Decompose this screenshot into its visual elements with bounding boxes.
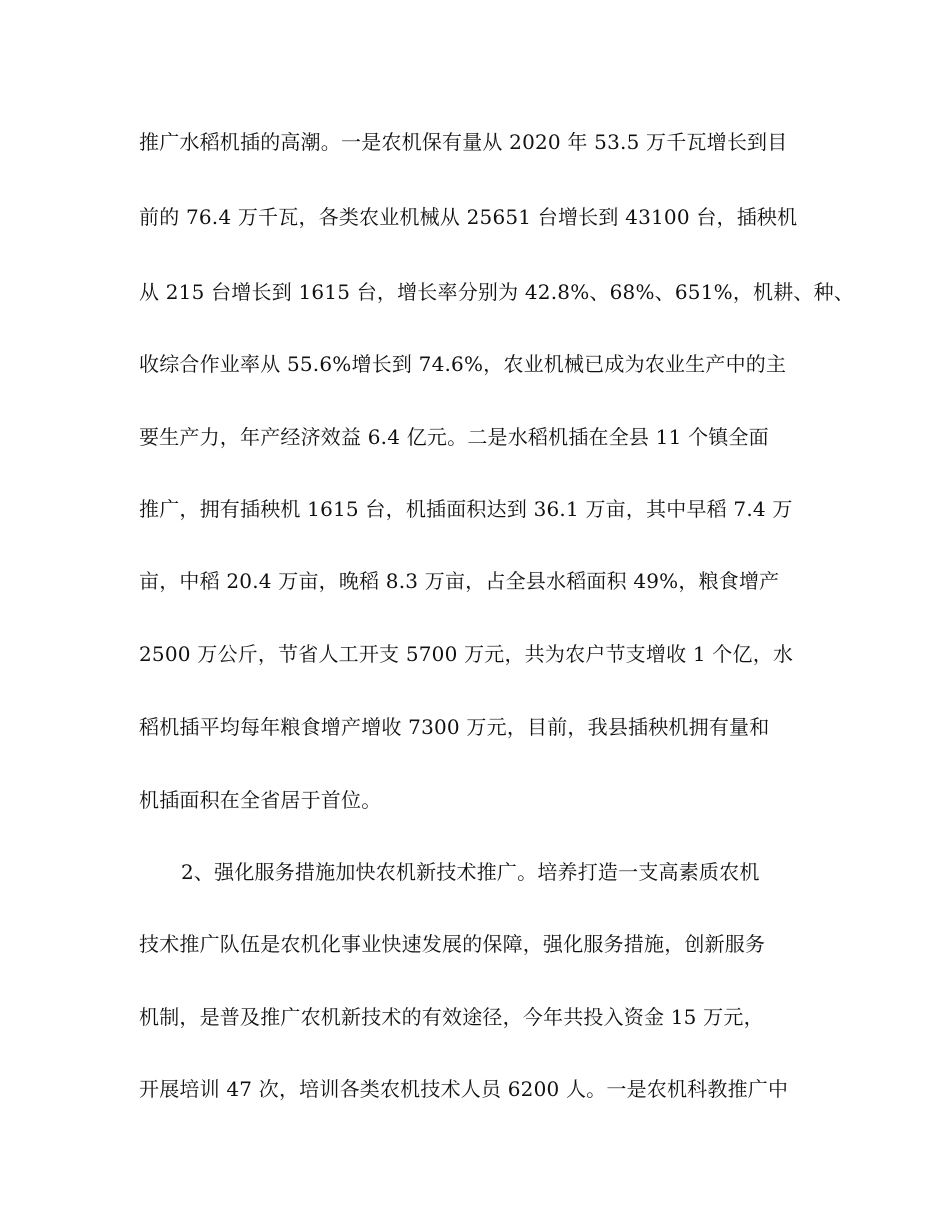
text-line-2: 前的 76.4 万千瓦，各类农业机械从 25651 台增长到 43100 台，插秧机 bbox=[139, 205, 798, 229]
text-line-4: 收综合作业率从 55.6%增长到 74.6%，农业机械已成为农业生产中的主 bbox=[139, 352, 787, 376]
text-line-1: 推广水稻机插的高潮。一是农机保有量从 2020 年 53.5 万千瓦增长到目 bbox=[139, 130, 788, 154]
text-line-13: 机制，是普及推广农机新技术的有效途径，今年共投入资金 15 万元， bbox=[139, 1005, 764, 1029]
text-line-10: 机插面积在全省居于首位。 bbox=[139, 788, 382, 812]
text-line-3: 从 215 台增长到 1615 台，增长率分别为 42.8%、68%、651%，机耕、种、 bbox=[139, 280, 855, 304]
text-line-6: 推广，拥有插秧机 1615 台，机插面积达到 36.1 万亩，其中早稻 7.4 万 bbox=[139, 497, 793, 521]
text-line-5: 要生产力，年产经济效益 6.4 亿元。二是水稻机插在全县 11 个镇全面 bbox=[139, 425, 769, 449]
text-line-7: 亩，中稻 20.4 万亩，晚稻 8.3 万亩，占全县水稻面积 49%，粮食增产 bbox=[139, 569, 780, 593]
paragraph-heading-line: 2、强化服务措施加快农机新技术推广。培养打造一支高素质农机 bbox=[181, 860, 760, 884]
text-line-9: 稻机插平均每年粮食增产增收 7300 万元，目前，我县插秧机拥有量和 bbox=[139, 715, 770, 739]
text-line-12: 技术推广队伍是农机化事业快速发展的保障，强化服务措施，创新服务 bbox=[139, 932, 766, 956]
text-line-8: 2500 万公斤，节省人工开支 5700 万元，共为农户节支增收 1 个亿，水 bbox=[139, 642, 794, 666]
text-line-14: 开展培训 47 次，培训各类农机技术人员 6200 人。一是农机科教推广中 bbox=[139, 1077, 789, 1101]
